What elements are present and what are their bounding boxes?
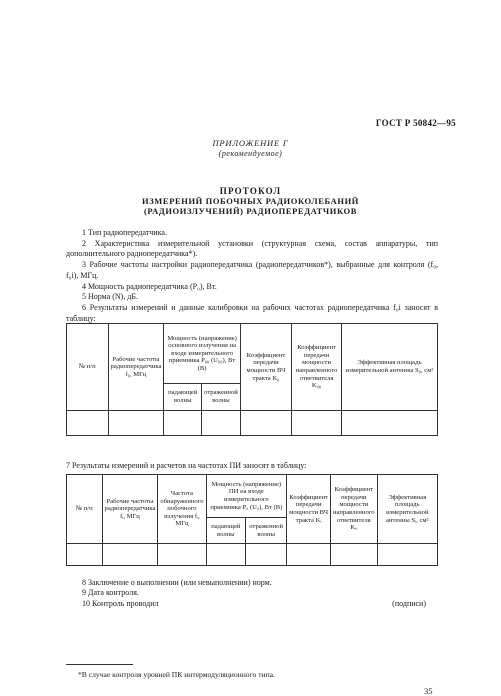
appendix-title: ПРИЛОЖЕНИЕ Г [212,138,289,148]
col-num: № п/п [67,475,103,544]
protocol-subtitle-2: (РАДИОИЗЛУЧЕНИЙ) РАДИОПЕРЕДАТЧИКОВ [144,206,357,216]
protocol-items [66,228,438,324]
appendix-subtitle: (рекомендуемое) [218,149,283,158]
table-row [67,411,438,436]
col-k-coupler: Коэффициент передачи мощности направленного ответвителя K₀₀ [292,324,342,411]
item-9: 9 Дата контроля. [82,588,139,598]
col-antenna-area: Эффективная площадь измерительной антенны Sᵢ, см² [377,475,437,544]
standard-header: ГОСТ Р 50842—95 [375,118,456,128]
item-4: 4 Мощность радиопередатчика (P₀), Вт. [82,281,217,291]
item-1: 1 Тип радиопередатчика. [82,228,167,237]
col-num: № п/п [67,324,109,411]
protocol-heading: ПРОТОКОЛ [219,186,282,196]
col-incident-wave: падающей волны [164,384,202,411]
col-reflected-wave: отраженной волны [202,384,241,411]
col-reflected-wave: отраженной волны [246,518,287,544]
col-incident-wave: падающей волны [206,518,246,544]
item-7: 7 Результаты измерений и расчетов на частотах ПИ заносят в таблицу: [66,461,307,470]
item-8: 8 Заключение о выполнении (или невыполнении) норм. [82,578,272,587]
table-spurious [66,474,438,566]
col-k-path: Коэффициент передачи мощности ВЧ тракта Kᵢ [287,475,331,544]
col-k-coupler: Коэффициент передачи мощности направленного ответвителя Kᵢᵢ [331,475,378,544]
col-k-path: Коэффициент передачи мощности ВЧ тракта K₀ [240,324,291,411]
item-10-row [66,599,438,609]
signatures: (подписи) [392,598,426,608]
col-antenna-area: Эффективная площадь измерительной антенны S₀, см² [341,324,437,411]
col-power: Мощность (напряжение) ПИ на входе измерительного приемника Pᵢᵢ (Uᵢᵢ), Вт (В) [206,475,287,518]
col-power: Мощность (напряжение) основного излучения на входе измерительного приемника P₀₀ (U₀₀), Вт (В) [164,324,240,384]
footnote: *В случае контроля уровней ПК интермодуляционного типа. [78,670,275,679]
page-number: 35 [424,686,433,696]
footnote-rule [66,664,133,665]
endings [66,578,438,609]
table-row [67,544,438,566]
table-calibration [66,323,438,436]
item-6: 6 Результаты измерений и данные калибровки на рабочих частотах радиопередатчика f₀i заносят в таблицу: [66,302,438,323]
col-frequency: Рабочие частоты радиопередатчика fᵢ, МГц [102,475,158,544]
item-5: 5 Норма (N), дБ. [82,292,138,302]
item-2: 2 Характеристика измерительной установки (структурная схема, состав аппаратуры, тип дополнительного радиопередатчика*). [66,238,438,259]
protocol-subtitle-1: ИЗМЕРЕНИЙ ПОБОЧНЫХ РАДИОКОЛЕБАНИЙ [142,196,359,206]
col-frequency: Рабочие частоты радиопередатчика f₀, МГц [108,324,164,411]
protocol-title [0,186,501,216]
item-10: 10 Контроль проводил [82,598,159,608]
col-spurious-frequency: Частота обнаруженного побочного излучения fᵢ, МГц [158,475,206,544]
item-3: 3 Рабочие частоты настройки радиопередатчика (радиопередатчиков*), выбранные для контроля (f₀, f₀i), МГц. [66,260,438,280]
